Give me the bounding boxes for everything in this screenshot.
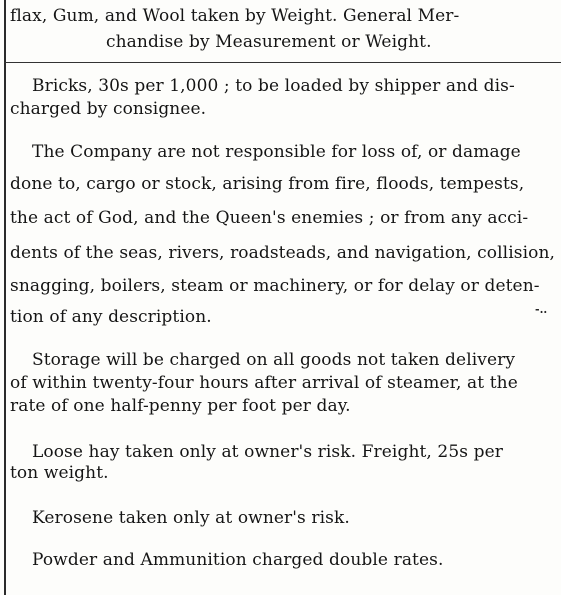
liability-line-3: the act of God, and the Queen's enemies ; or from any acci- [10, 208, 529, 228]
bricks-line-1: Bricks, 30s per 1,000 ; to be loaded by shipper and dis- [32, 76, 515, 96]
liability-line-1: The Company are not responsible for loss of, or damage [32, 142, 521, 162]
heading-line-2: chandise by Measurement or Weight. [106, 32, 432, 52]
storage-line-2: of within twenty-four hours after arrival of steamer, at the [10, 373, 518, 393]
liability-line-5: snagging, boilers, steam or machinery, or for delay or deten- [10, 276, 540, 296]
section-divider [4, 62, 561, 63]
left-column-rule [4, 0, 6, 595]
liability-line-2: done to, cargo or stock, arising from fire, floods, tempests, [10, 174, 525, 194]
heading-line-1: flax, Gum, and Wool taken by Weight. General Mer- [10, 6, 460, 26]
liability-margin-mark: -.. [535, 303, 548, 316]
bricks-line-2: charged by consignee. [10, 99, 207, 119]
storage-line-1: Storage will be charged on all goods not taken delivery [32, 350, 516, 370]
liability-line-4: dents of the seas, rivers, roadsteads, and navigation, collision, [10, 243, 555, 263]
hay-line-2: ton weight. [10, 463, 109, 483]
powder-line-1: Powder and Ammunition charged double rates. [32, 550, 444, 570]
kerosene-line-1: Kerosene taken only at owner's risk. [32, 508, 350, 528]
liability-line-6: tion of any description. [10, 307, 212, 327]
storage-line-3: rate of one half-penny per foot per day. [10, 396, 351, 416]
hay-line-1: Loose hay taken only at owner's risk. Freight, 25s per [32, 442, 503, 462]
